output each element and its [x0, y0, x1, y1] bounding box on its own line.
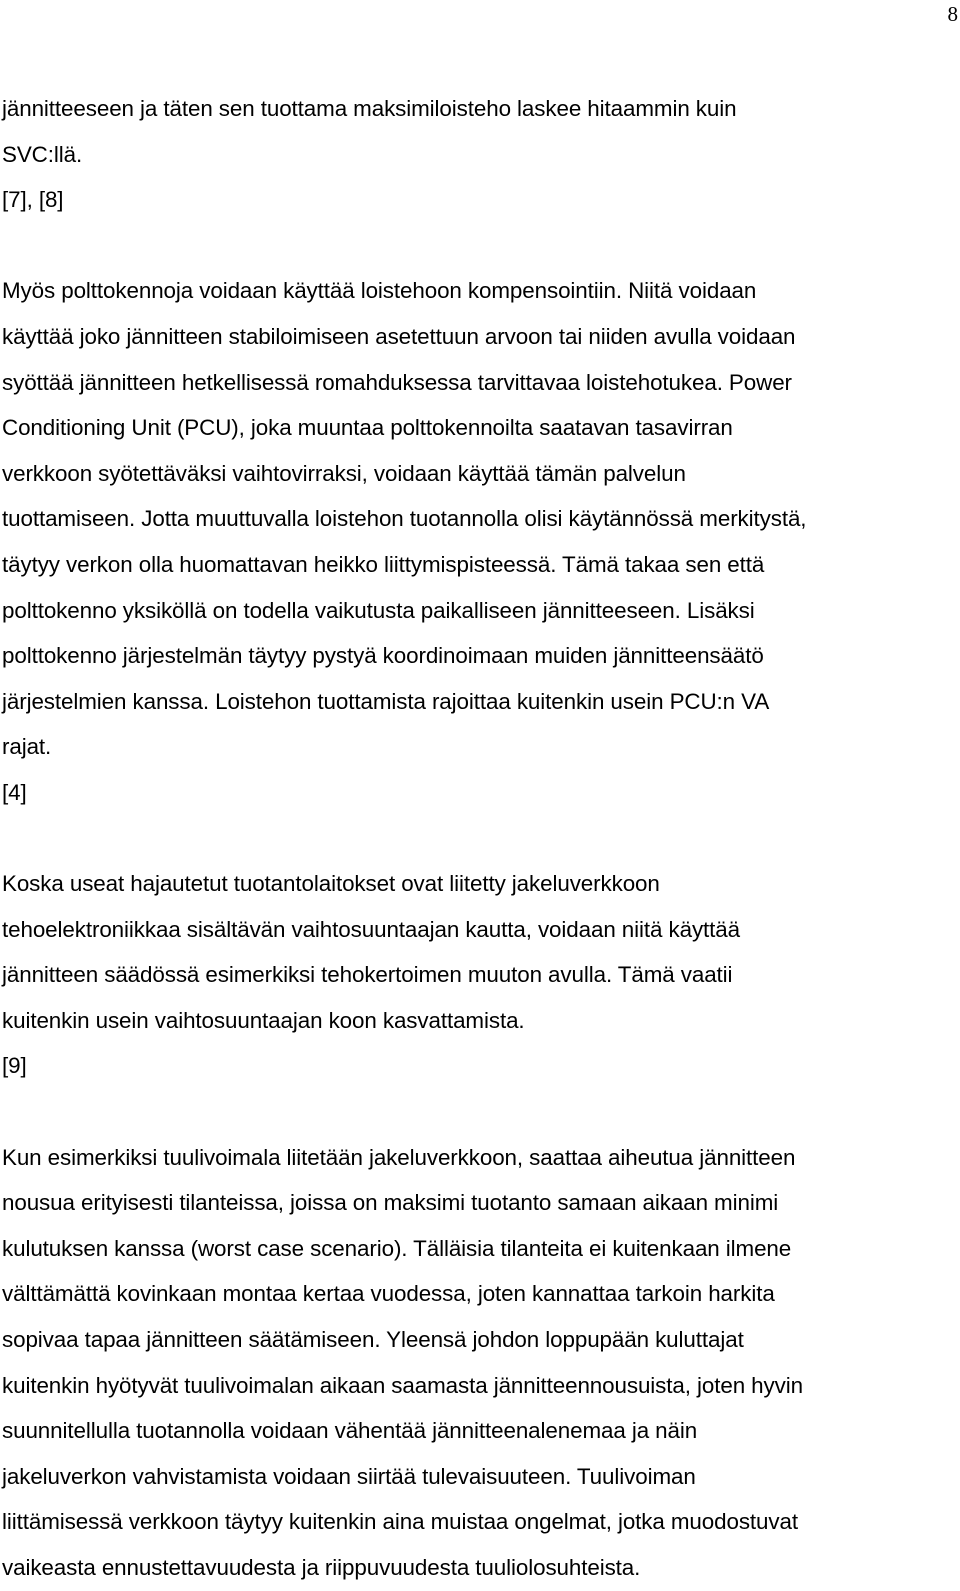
paragraph-gap	[2, 223, 958, 269]
paragraph	[2, 861, 958, 1089]
text-line: tuottamiseen. Jotta muuttuvalla loistehon tuotannolla olisi käytännössä merkitystä,	[2, 506, 807, 532]
text-line: Koska useat hajautetut tuotantolaitokset ovat liitetty jakeluverkkoon	[2, 871, 660, 897]
text-line: syöttää jännitteen hetkellisessä romahduksessa tarvittavaa loistehotukea. Power	[2, 369, 792, 395]
citation: [7], [8]	[2, 187, 64, 213]
citation: [9]	[2, 1053, 27, 1079]
text-line: käyttää joko jännitteen stabiloimiseen asetettuun arvoon tai niiden avulla voidaan	[2, 323, 796, 349]
citation: [4]	[2, 779, 27, 805]
text-line: Conditioning Unit (PCU), joka muuntaa polttokennoilta saatavan tasavirran	[2, 415, 733, 441]
page-number: 8	[947, 2, 958, 26]
text-line: suunnitellulla tuotannolla voidaan vähentää jännitteenalenemaa ja näin	[2, 1418, 698, 1444]
text-line: rajat.	[2, 734, 52, 760]
text-line: liittämisessä verkkoon täytyy kuitenkin aina muistaa ongelmat, jotka muodostuvat	[2, 1509, 798, 1535]
text-line: välttämättä kovinkaan montaa kertaa vuodessa, joten kannattaa tarkoin harkita	[2, 1281, 775, 1307]
text-line: sopivaa tapaa jännitteen säätämiseen. Yleensä johdon loppupään kuluttajat	[2, 1327, 744, 1353]
text-line: kuitenkin hyötyvät tuulivoimalan aikaan saamasta jännitteennousuista, joten hyvin	[2, 1372, 803, 1398]
text-line: kulutuksen kanssa (worst case scenario). Tälläisia tilanteita ei kuitenkaan ilmene	[2, 1235, 792, 1261]
text-line: jännitteeseen ja täten sen tuottama maksimiloisteho laskee hitaammin kuin	[2, 96, 737, 121]
text-line: täytyy verkon olla huomattavan heikko liittymispisteessä. Tämä takaa sen että	[2, 551, 765, 577]
paragraph	[2, 1135, 958, 1591]
paragraph-gap	[2, 816, 958, 862]
paragraph	[2, 268, 958, 815]
text-line: SVC:llä.	[2, 141, 83, 167]
text-line: polttokenno järjestelmän täytyy pystyä koordinoimaan muiden jännitteensäätö	[2, 643, 764, 669]
text-line: järjestelmien kanssa. Loistehon tuottamista rajoittaa kuitenkin usein PCU:n VA	[2, 688, 770, 714]
text-line: jännitteen säädössä esimerkiksi tehokertoimen muuton avulla. Tämä vaatii	[2, 962, 733, 988]
text-line: nousua erityisesti tilanteissa, joissa on maksimi tuotanto samaan aikaan minimi	[2, 1190, 779, 1216]
text-line: verkkoon syötettäväksi vaihtovirraksi, voidaan käyttää tämän palvelun	[2, 460, 686, 486]
document-body	[2, 86, 958, 1591]
text-line: vaikeasta ennustettavuudesta ja riippuvuudesta tuuliolosuhteista.	[2, 1555, 641, 1580]
text-line: Myös polttokennoja voidaan käyttää loistehoon kompensointiin. Niitä voidaan	[2, 278, 757, 304]
text-line: Kun esimerkiksi tuulivoimala liitetään jakeluverkkoon, saattaa aiheutua jännitteen	[2, 1144, 796, 1170]
text-line: jakeluverkon vahvistamista voidaan siirtää tulevaisuuteen. Tuulivoiman	[2, 1463, 696, 1489]
text-line: polttokenno yksiköllä on todella vaikutusta paikalliseen jännitteeseen. Lisäksi	[2, 597, 755, 623]
text-line: kuitenkin usein vaihtosuuntaajan koon kasvattamista.	[2, 1007, 525, 1033]
paragraph-gap	[2, 1089, 958, 1135]
text-line: tehoelektroniikkaa sisältävän vaihtosuuntaajan kautta, voidaan niitä käyttää	[2, 916, 740, 942]
paragraph	[2, 86, 958, 223]
